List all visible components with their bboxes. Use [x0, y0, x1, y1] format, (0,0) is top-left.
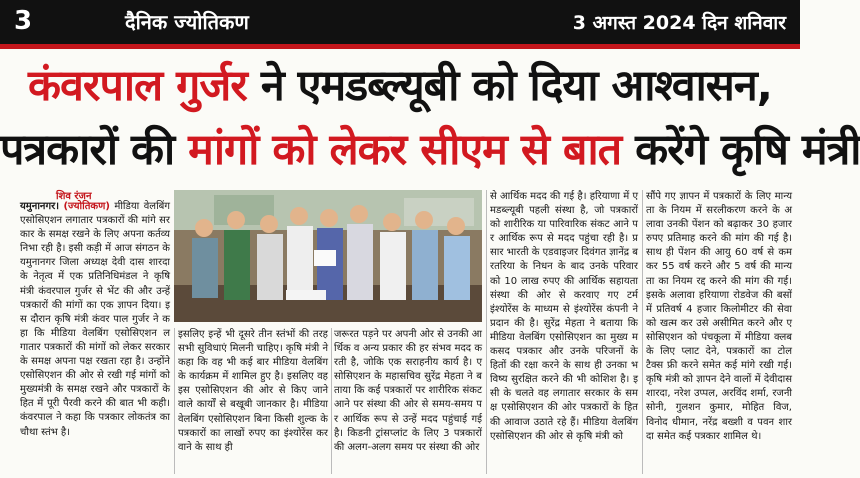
- page-number: 3: [14, 6, 33, 36]
- news-photo: [174, 190, 482, 322]
- headline-line-2-red: मांगों को लेकर सीएम से बात: [188, 125, 622, 175]
- headline-line-2: [0, 118, 860, 177]
- article-column-4: से आर्थिक मदद की गई है। हरियाणा में एमडब्ल्यूबी पहली संस्था है, जो पत्रकारों को शारीरिक या पारिवारिक संकट आने पर आर्थिक रूप से मदद पहुंचा रही है। प्रसार भारती के एडवाइजर दिवंगत ज्ञानेंद्र बरतरिया के निधन के बाद उनके परिवार को 10 लाख रुपए की आर्थिक सहायता संस्था की ओर से करवाए गए टर्म इंश्योरेंस के माध्यम से इंश्योरेंस कंपनी ने प्रदान की है। सुरेंद्र मेहता ने बताया कि मीडिया वेलबिंग एसोसिएशन का मुख्य मकसद पत्रकार और उनके परिजनों के हितों की रक्षा करने के साथ ही उनका भविष्य सुरक्षित करने की भी कोशिश है। इसी के चलते वह लगातार सरकार के समक्ष एसोसिएशन की ओर पत्रकारों के हित की आवाज उठाते रहे हैं। मीडिया वेलबिंग एसोसिएशन की ओर से कृषि मंत्री को: [490, 191, 639, 442]
- headline-line-2-start: पत्रकारों की: [0, 125, 189, 175]
- column-divider: [486, 190, 487, 474]
- dateline-location: यमुनानगर।: [20, 201, 59, 212]
- column-divider: [174, 328, 175, 474]
- headline-line-1: [0, 54, 800, 113]
- column-1-text: मीडिया वेलबिंग एसोसिएशन लगातार पत्रकारों की मांगे सरकार के समक्ष रखने के लिए अपना कर्तव्य निभा रही है। इसी कड़ी में आज संगठन के यमुनानगर जिला अध्यक्ष देवी दास शारदा के नेतृत्व में एक प्रतिनिधिमंडल ने कृषि मंत्री कंवरपाल गुर्जर से भेंट की और उन्हें पत्रकारों की मांगों का एक ज्ञापन दिया। इस दौरान कृषि मंत्री कंवर पाल गुर्जर ने कहा कि मीडिया वेलबिंग एसोसिएशन लगातार पत्रकारों की मांगों को लेकर सरकार के समक्ष अपना पक्ष रखता रहा है। उन्होंने एसोसिएशन की ओर से रखी गई मांगों को मुख्यमंत्री के समक्ष रखने और पत्रकारों के हित में पूरी पैरवी करने की बात भी कही। कंवरपाल ने कहा कि पत्रकार लोकतंत्र का चौथा स्तंभ है।: [20, 201, 170, 438]
- article-column-5: सौंपे गए ज्ञापन में पत्रकारों के लिए मान्यता के नियम में सरलीकरण करने के अलावा उनकी पेंशन को बढ़ाकर 30 हजार रुपए प्रतिमाह करने की मांग की गई है। साथ ही पेंशन की आयु 60 वर्ष से कम कर 55 वर्ष करने और 5 वर्ष की मान्यता का नियम रद्द करने की मांग की गई। इसके अलावा हरियाणा रोडवेज की बसों में प्रतिवर्ष 4 हजार किलोमीटर की सेवा को खत्म कर उसे असीमित करने और एसोसिएशन को पंचकूला में मीडिया क्लब के लिए प्लाट देने, पत्रकारों का टोल टैक्स फ्री करने समेत कई मांगे रखी गई। कृषि मंत्री को ज्ञापन देने वालों में देवीदास शारदा, नरेश उप्पल, अरविंद शर्मा, रजनी सोनी, गुलशन कुमार, मोहित विज, विनोद धीमान, नरेंद्र बख्शी व पवन शारदा समेत कई पत्रकार शामिल थे।: [646, 191, 792, 442]
- masthead-bar: [0, 0, 800, 44]
- masthead-rule: [0, 44, 800, 49]
- photo-illustration: [174, 190, 482, 322]
- headline-line-1-rest: ने एमडब्ल्यूबी को दिया आश्वासन,: [246, 61, 773, 111]
- headline-line-2-end: करेंगे कृषि मंत्री: [621, 125, 860, 175]
- article-column-1: [20, 200, 170, 474]
- article-column-3: जरूरत पड़ने पर अपनी ओर से उनकी आर्थिक व अन्य प्रकार की हर संभव मदद करती है, जोकि एक सराहनीय कार्य है। एसोसिएशन के महासचिव सुरेंद्र मेहता ने बताया कि कई पत्रकारों पर शारीरिक संकट आने पर संस्था की ओर से समय-समय पर आर्थिक रूप से उन्हें मदद पहुंचाई गई है। किडनी ट्रांसप्लांट के लिए 3 पत्रकारों की अलग-अलग समय पर संस्था की ओर: [334, 329, 482, 453]
- headline-red-name: कंवरपाल गुर्जर: [27, 61, 247, 111]
- column-divider: [642, 190, 643, 474]
- byline: शिव रंजन: [56, 191, 92, 202]
- column-divider: [331, 328, 332, 474]
- article-column-2: इसलिए इन्हें भी दूसरे तीन स्तंभों की तरह सभी सुविधाएं मिलनी चाहिए। कृषि मंत्री ने कहा कि वह भी कई बार मीडिया वेलबिंग के कार्यक्रम में शामिल हुए है। इसलिए वह इस एसोसिएशन की ओर से किए जाने वाले कार्यों से बखूबी जानकार है। मीडिया वेलबिंग एसोसिएशन बिना किसी शुल्क के पत्रकारों का लाखों रुपए का इंश्योरेंस करवाने के साथ ही: [178, 329, 328, 453]
- issue-date: 3 अगस्त 2024 दिन शनिवार: [572, 12, 786, 34]
- dateline-tag: (ज्योतिकण): [63, 201, 110, 212]
- newspaper-name: दैनिक ज्योतिकण: [125, 10, 249, 34]
